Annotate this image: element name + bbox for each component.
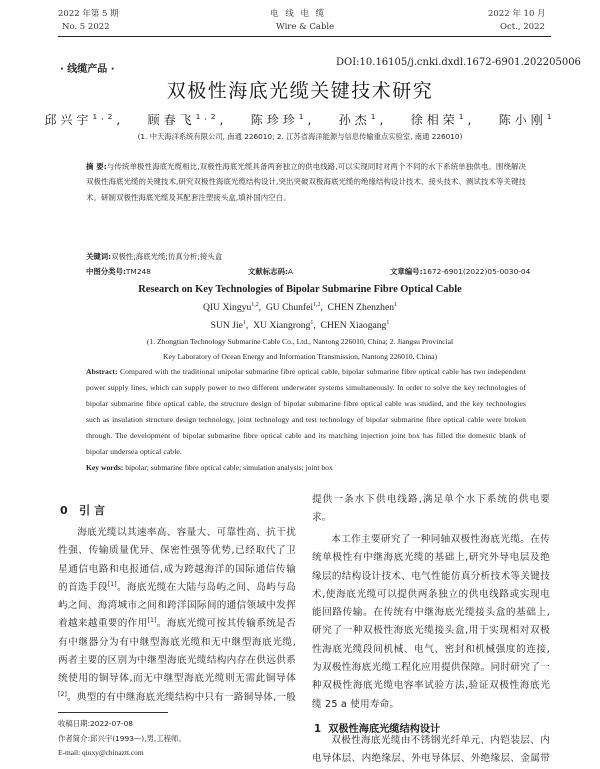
affiliation-en-line1: (1. Zhongtian Technology Submarine Cable Co., Ltd., Nantong 226010, China; 2. Jiangsu Provincial bbox=[146, 337, 454, 346]
doc-code-value: A bbox=[287, 267, 293, 276]
author-cn-sup: 1 bbox=[298, 112, 308, 121]
intro-continuation: 提供一条水下供电线路,满足单个水下系统的供电要求。 bbox=[312, 494, 550, 524]
author-en-sup: 1 bbox=[242, 319, 246, 326]
author-en-name: XU Xiangrong bbox=[253, 320, 311, 331]
keywords-en-label: Key words: bbox=[86, 463, 124, 472]
abstract-cn bbox=[86, 159, 526, 253]
abstract-cn-text: 与传统单极性海底光缆相比,双极性海底光缆具备两套独立的供电线路,可以实现同时对两个不同的水下系统单独供电。围绕解决双极性海底光缆的关键技术,研究双极性海底光缆结构设计,突出突破双极海底光缆的绝缘结构设计技术、接头技术、测试技术等关键技术。研制双极性海底光缆及其配套注塑接头盒,填补国内空白。 bbox=[86, 162, 526, 202]
authors-en-line2: SUN Jie$^1$, XU Xiangrong$^1$, CHEN Xiaogang$^1$ bbox=[210, 319, 390, 331]
citation[interactable]: [2] bbox=[58, 690, 68, 698]
keywords-en-text: bipolar; submarine fibre optical cable; simulation analysis; joint box bbox=[125, 463, 333, 472]
header-rule bbox=[58, 36, 551, 37]
keywords-cn-label: 关键词: bbox=[86, 252, 112, 261]
intro-text-c: 。海底光缆可按其传输系统是否有中继器分为有中继型海底光缆和无中继型海底光缆,两者主要的区别为中继型海底光缆结构内存在供远供系统使用的铜导体,而无中继型海底光缆则无需此铜导体 bbox=[58, 618, 296, 685]
authors-cn: 邱兴宇$^{1,2}$, 顾春飞$^{1,2}$, 陈珍珍$^1$, 孙杰$^1$, 徐相荣$^1$, 陈小刚$^1$ bbox=[44, 112, 556, 127]
clc-number bbox=[86, 266, 151, 277]
author-en-sup: 1 bbox=[394, 301, 397, 308]
author-cn-name: 陈小刚 bbox=[498, 113, 547, 127]
issue-date-en: Oct., 2022 bbox=[500, 22, 545, 32]
citation[interactable]: [1] bbox=[147, 617, 157, 625]
author-en-name: SUN Jie bbox=[210, 320, 243, 331]
author-cn-name: 孙杰 bbox=[338, 113, 371, 127]
author-en-name: QIU Xingyu bbox=[203, 302, 252, 313]
article-number-label: 文章编号: bbox=[390, 267, 423, 276]
received-date: 收稿日期:2022-07-08 bbox=[58, 719, 134, 728]
keywords-cn-text: 双极性;海底光缆;仿真分析;接头盒 bbox=[111, 252, 223, 261]
column-tag: · 线缆产品 · bbox=[60, 64, 115, 75]
author-cn-name: 徐相荣 bbox=[410, 113, 459, 127]
author-cn-sup: 1,2 bbox=[195, 112, 220, 121]
journal-issue-cn: 2022 年第 5 期 bbox=[58, 9, 119, 19]
author-en-name: CHEN Zhenzhen bbox=[327, 302, 395, 313]
clc-label: 中图分类号: bbox=[86, 267, 126, 276]
section-0-heading bbox=[60, 502, 105, 518]
affiliation-cn: (1. 中天海洋系统有限公司, 南通 226010; 2. 江苏省海洋能源与信息传输重点实验室, 南通 226010) bbox=[137, 132, 463, 141]
author-cn-sup: 1 bbox=[370, 112, 380, 121]
author-en-name: CHEN Xiaogang bbox=[320, 320, 387, 331]
author-cn-name: 陈珍珍 bbox=[250, 113, 299, 127]
document-code bbox=[248, 266, 293, 277]
intro-text-a: 海底光缆以其速率高、容量大、可靠性高、抗干扰性强、传输质量优异、保密性强等优势,已经取代了卫星通信电路和电报通信,成为跨越海洋的国际通信传输的首选手段 bbox=[58, 527, 296, 593]
abstract-cn-label: 摘 要: bbox=[86, 162, 107, 171]
intro-paragraph-left bbox=[58, 524, 296, 708]
author-cn-sup: 1 bbox=[546, 112, 556, 121]
keywords-en bbox=[86, 463, 333, 472]
issue-date-cn: 2022 年 10 月 bbox=[488, 9, 546, 19]
author-en-sup: 1 bbox=[386, 319, 390, 326]
journal-name-cn: 电 线 电 缆 bbox=[270, 9, 327, 19]
intro-paragraph-right: 本工作主要研究了一种同轴双极性海底光缆。在传统单极性有中继海底光缆的基础上,研究外导电层及绝缘层的结构设计技术、电气性能仿真分析技术等关键技术,使海底光缆可以提供两条独立的供电线路或实现电能回路传输。在传统有中继海底光缆接头盒的基础上,研究了一种双极性海底光缆接头盒,用于实现相对双极性海底光缆段间机械、电气、密封和机械强度的连接,为双极性海底光缆工程化应用提供保障。同时研究了一种双极性海底光缆电容率试验方法,验证双极性海底光缆 25 a 使用寿命。 bbox=[312, 534, 550, 710]
intro-text-d: 。典型的有中继海底光缆结构中只有一路铜导体,一般 bbox=[67, 691, 296, 703]
author-cn-name: 顾春飞 bbox=[147, 113, 196, 127]
abstract-en bbox=[86, 364, 526, 460]
intro-text-b: 。海底光缆在大陆与岛屿之间、岛屿与岛屿之间、海湾城市之间和跨洋国际间的通信领域中发挥着越来越重要的作用 bbox=[58, 581, 296, 630]
section-1-title: 双极性海底光缆结构设计 bbox=[328, 724, 441, 735]
title-cn: 双极性海底光缆关键技术研究 bbox=[166, 80, 434, 102]
author-en-sup: 1 bbox=[310, 319, 314, 326]
author-bio: 作者简介:邱兴宇(1993—),男,工程师。 bbox=[58, 734, 186, 743]
article-number bbox=[390, 266, 530, 277]
section-1-paragraph: 双极性海底光缆由不锈钢光纤单元、内铠装层、内电导体层、内绝缘层、外电导体层、外绝缘层、金属带 bbox=[312, 735, 550, 765]
clc-value: TM248 bbox=[125, 267, 151, 276]
doi[interactable]: DOI:10.16105/j.cnki.dxdl.1672-6901.202205006 bbox=[336, 57, 581, 68]
section-1-number: 1 bbox=[314, 724, 322, 735]
author-en-sup: 1,2 bbox=[313, 301, 321, 308]
citation[interactable]: [1] bbox=[107, 580, 117, 588]
authors-en-line1: QIU Xingyu$^{1,2}$, GU Chunfei$^{1,2}$, CHEN Zhenzhen$^1$ bbox=[203, 301, 397, 313]
journal-issue-en: No. 5 2022 bbox=[62, 22, 110, 32]
journal-name-en: Wire & Cable bbox=[276, 22, 335, 32]
abstract-en-text: Compared with the traditional unipolar submarine fibre optical cable, bipolar submarine fibre optical cable has two independent power supply lines, which can supply power to two different underwater systems simultaneously. In order to solve the key technologies of bipolar submarine fibre optical cable, the structure design of bipolar submarine fibre optical cable was studied, and the key technologies such as insulation structure design technology, joint technology and test technology of bipolar submarine fibre optical cable were broken through. The development of bipolar submarine fibre optical cable and its matching injection joint box has filled the domestic blank of bipolar undersea optical cable. bbox=[86, 367, 526, 456]
author-en-sup: 1,2 bbox=[251, 301, 259, 308]
author-cn-sup: 1 bbox=[458, 112, 468, 121]
section-0-title: 引 言 bbox=[79, 504, 105, 517]
footnote-rule bbox=[58, 712, 168, 713]
title-en: Research on Key Technologies of Bipolar Submarine Fibre Optical Cable bbox=[138, 284, 462, 295]
author-cn-sup: 1,2 bbox=[92, 112, 117, 121]
section-0-number: 0 bbox=[60, 504, 68, 517]
author-email[interactable]: E-mail: qiuxy@chinaztt.com bbox=[58, 748, 144, 757]
author-en-name: GU Chunfei bbox=[265, 302, 314, 313]
article-number-value: 1672-6901(2022)05-0030-04 bbox=[422, 267, 531, 276]
keywords-cn bbox=[86, 251, 222, 262]
doc-code-label: 文献标志码: bbox=[248, 267, 288, 276]
author-cn-name: 邱兴宇 bbox=[44, 113, 93, 127]
abstract-en-label: Abstract: bbox=[86, 367, 118, 376]
affiliation-en-line2: Key Laboratory of Ocean Energy and Information Transmission, Nantong 226010, China) bbox=[162, 352, 438, 361]
